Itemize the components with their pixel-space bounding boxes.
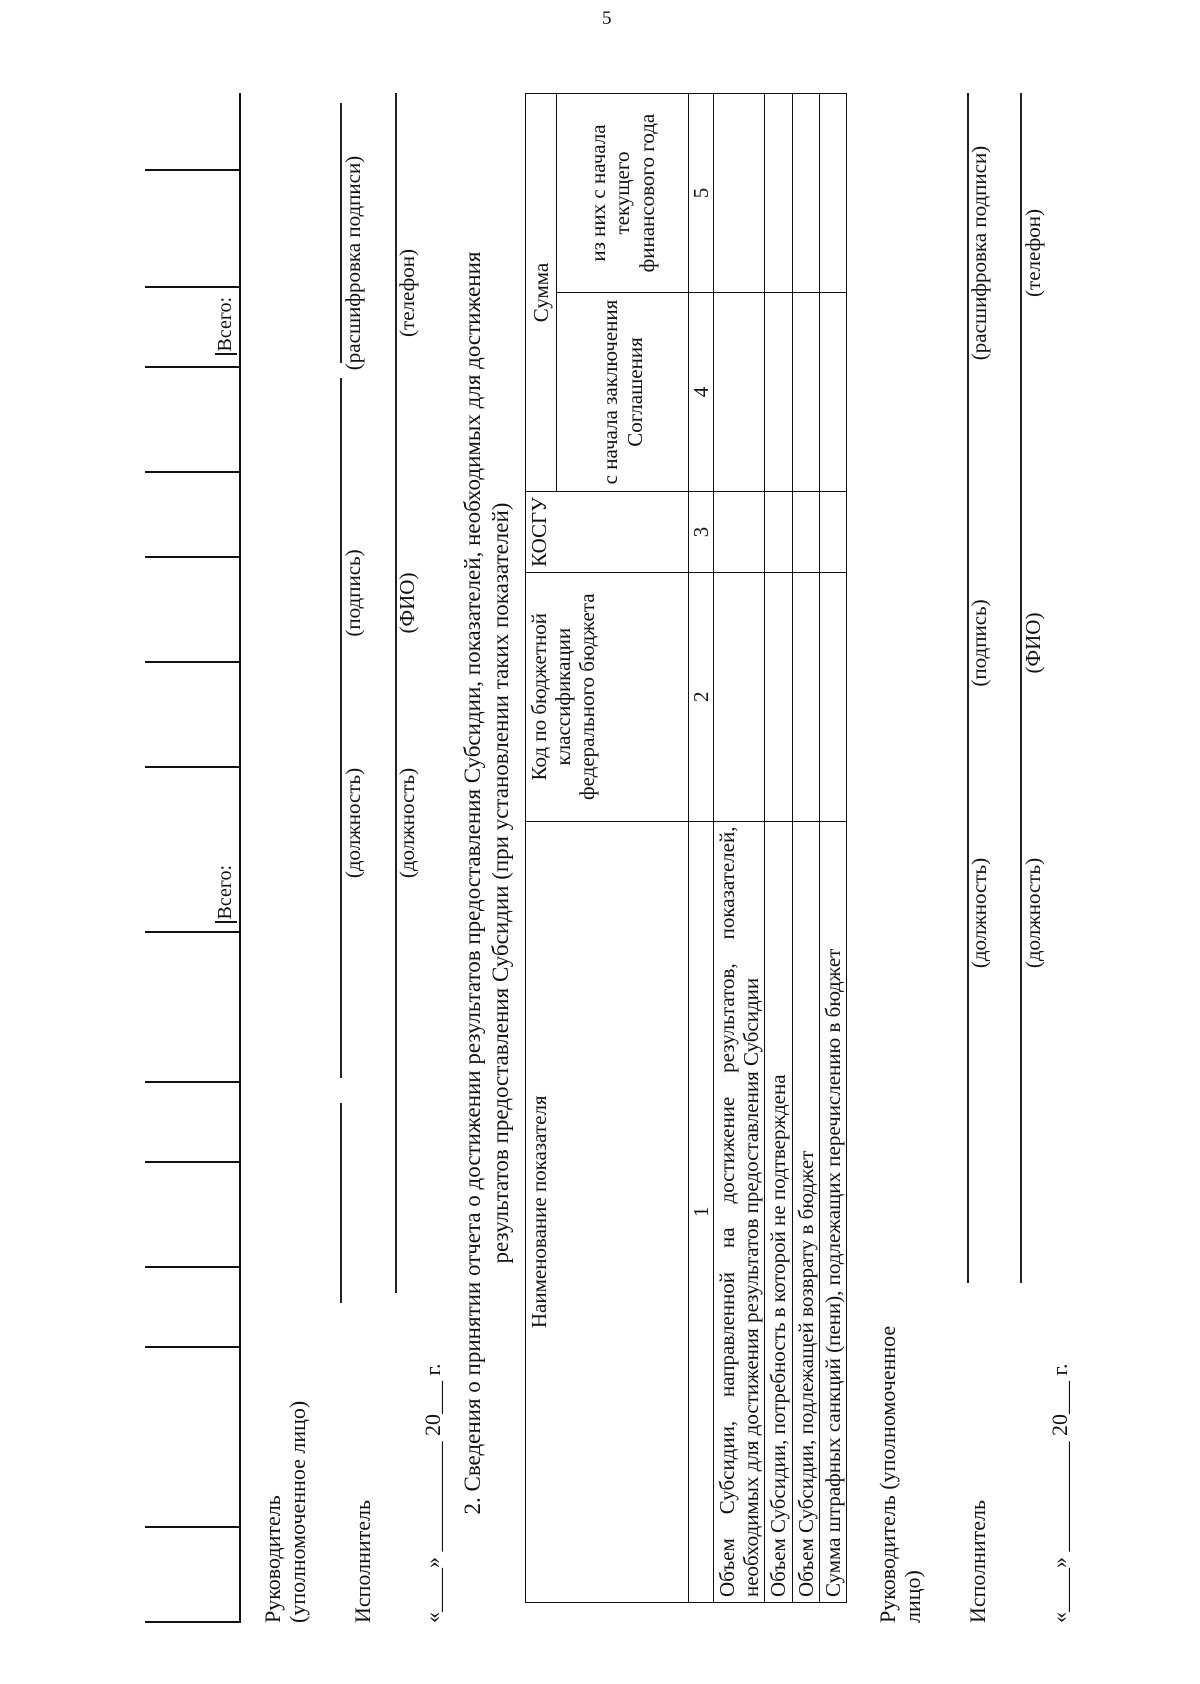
header-name: Наименование показателя [526, 821, 689, 1602]
exec-phone-caption-2: (телефон) [1021, 209, 1045, 297]
cell-kosgu [714, 491, 765, 572]
col-number: 1 [689, 821, 714, 1602]
table-col-line [145, 1347, 241, 1349]
col-number: 2 [689, 572, 714, 821]
table-col-line [145, 932, 241, 934]
signature-caption: (подпись) [341, 549, 365, 637]
decoding-caption: (расшифровка подписи) [341, 155, 365, 371]
signature-block-1 [245, 93, 445, 1623]
cell-sum-start [765, 293, 792, 492]
results-table [525, 93, 847, 1603]
table-row [714, 94, 765, 1603]
section-title: 2. Сведения о принятии отчета о достижении результатов предоставления Субсидии, показателей, необходимых для достижения результатов предоставления Субсидии (при установлении таких показателей) [460, 251, 513, 1515]
table-col-line [145, 662, 241, 664]
table-col-line [145, 1082, 241, 1084]
table-col-line [145, 472, 241, 474]
col-number: 3 [689, 491, 714, 572]
table-col-line [145, 1622, 241, 1624]
exec-fio-caption: (ФИО) [395, 572, 419, 634]
exec-fio-caption-2: (ФИО) [1021, 612, 1045, 674]
col-number: 4 [689, 293, 714, 492]
executor-label-2: Исполнитель [965, 1499, 990, 1623]
header-sum: Сумма [526, 94, 557, 492]
row-name: Объем Субсидии, направленной на достижение результатов, показателей, необходимых для достижения результатов предоставления Субсидии [714, 821, 765, 1602]
signature-block-2 [875, 93, 1072, 1623]
table-col-line [145, 287, 241, 289]
date-line-2: «____» __________ 20___ г. [1047, 1363, 1072, 1623]
total-right: Всего: [214, 297, 237, 355]
upper-table-fragment [145, 93, 241, 1623]
col-number: 5 [689, 94, 714, 293]
exec-phone-caption: (телефон) [395, 249, 419, 337]
cell-code [714, 572, 765, 821]
head-label: Руководитель (уполномоченное лицо) [260, 1400, 311, 1623]
cell-code [819, 572, 846, 821]
total-left: Всего: [214, 865, 237, 923]
page-number: 5 [602, 8, 612, 29]
table-col-line [145, 767, 241, 769]
position-line [340, 1103, 342, 1303]
row-name: Объем Субсидии, подлежащей возврату в бюджет [792, 821, 819, 1602]
cell-kosgu [819, 491, 846, 572]
cell-sum-start [792, 293, 819, 492]
exec-position-caption: (должность) [395, 767, 419, 879]
cell-sum-year [792, 94, 819, 293]
table-row [819, 94, 846, 1603]
table-col-line [145, 367, 241, 369]
date-line: «____» __________ 20___ г. [420, 1363, 445, 1623]
executor-label: Исполнитель [350, 1499, 375, 1623]
decoding-caption-2: (расшифровка подписи) [967, 145, 991, 361]
row-name: Сумма штрафных санкций (пени), подлежащих перечислению в бюджет [819, 821, 846, 1602]
cell-sum-start [714, 293, 765, 492]
rotated-page [105, 93, 1072, 1623]
signature-caption-2: (подпись) [967, 599, 991, 687]
cell-sum-start [819, 293, 846, 492]
row-name: Объем Субсидии, потребность в которой не подтверждена [765, 821, 792, 1602]
header-sum-from-start: с начала заключения Соглашения [557, 293, 689, 492]
position-caption: (должность) [341, 767, 365, 879]
table-col-line [145, 1527, 241, 1529]
table-row [765, 94, 792, 1603]
header-code: Код по бюджетной классификации федерального бюджета [526, 572, 689, 821]
cell-code [792, 572, 819, 821]
cell-sum-year [765, 94, 792, 293]
exec-position-caption-2: (должность) [1021, 857, 1045, 969]
cell-kosgu [792, 491, 819, 572]
position-caption-2: (должность) [967, 857, 991, 969]
header-sum-current-year: из них с начала текущего финансового года [557, 94, 689, 293]
cell-sum-year [714, 94, 765, 293]
table-col-line [145, 1162, 241, 1164]
table-col-line [145, 1267, 241, 1269]
table-col-line [145, 170, 241, 172]
cell-kosgu [765, 491, 792, 572]
table-col-line [145, 557, 241, 559]
upper-table-bottom-line [239, 93, 241, 1623]
head-label-2: Руководитель (уполномоченное лицо) [875, 1325, 926, 1623]
cell-sum-year [819, 94, 846, 293]
header-kosgu: КОСГУ [526, 491, 689, 572]
cell-code [765, 572, 792, 821]
table-row [792, 94, 819, 1603]
